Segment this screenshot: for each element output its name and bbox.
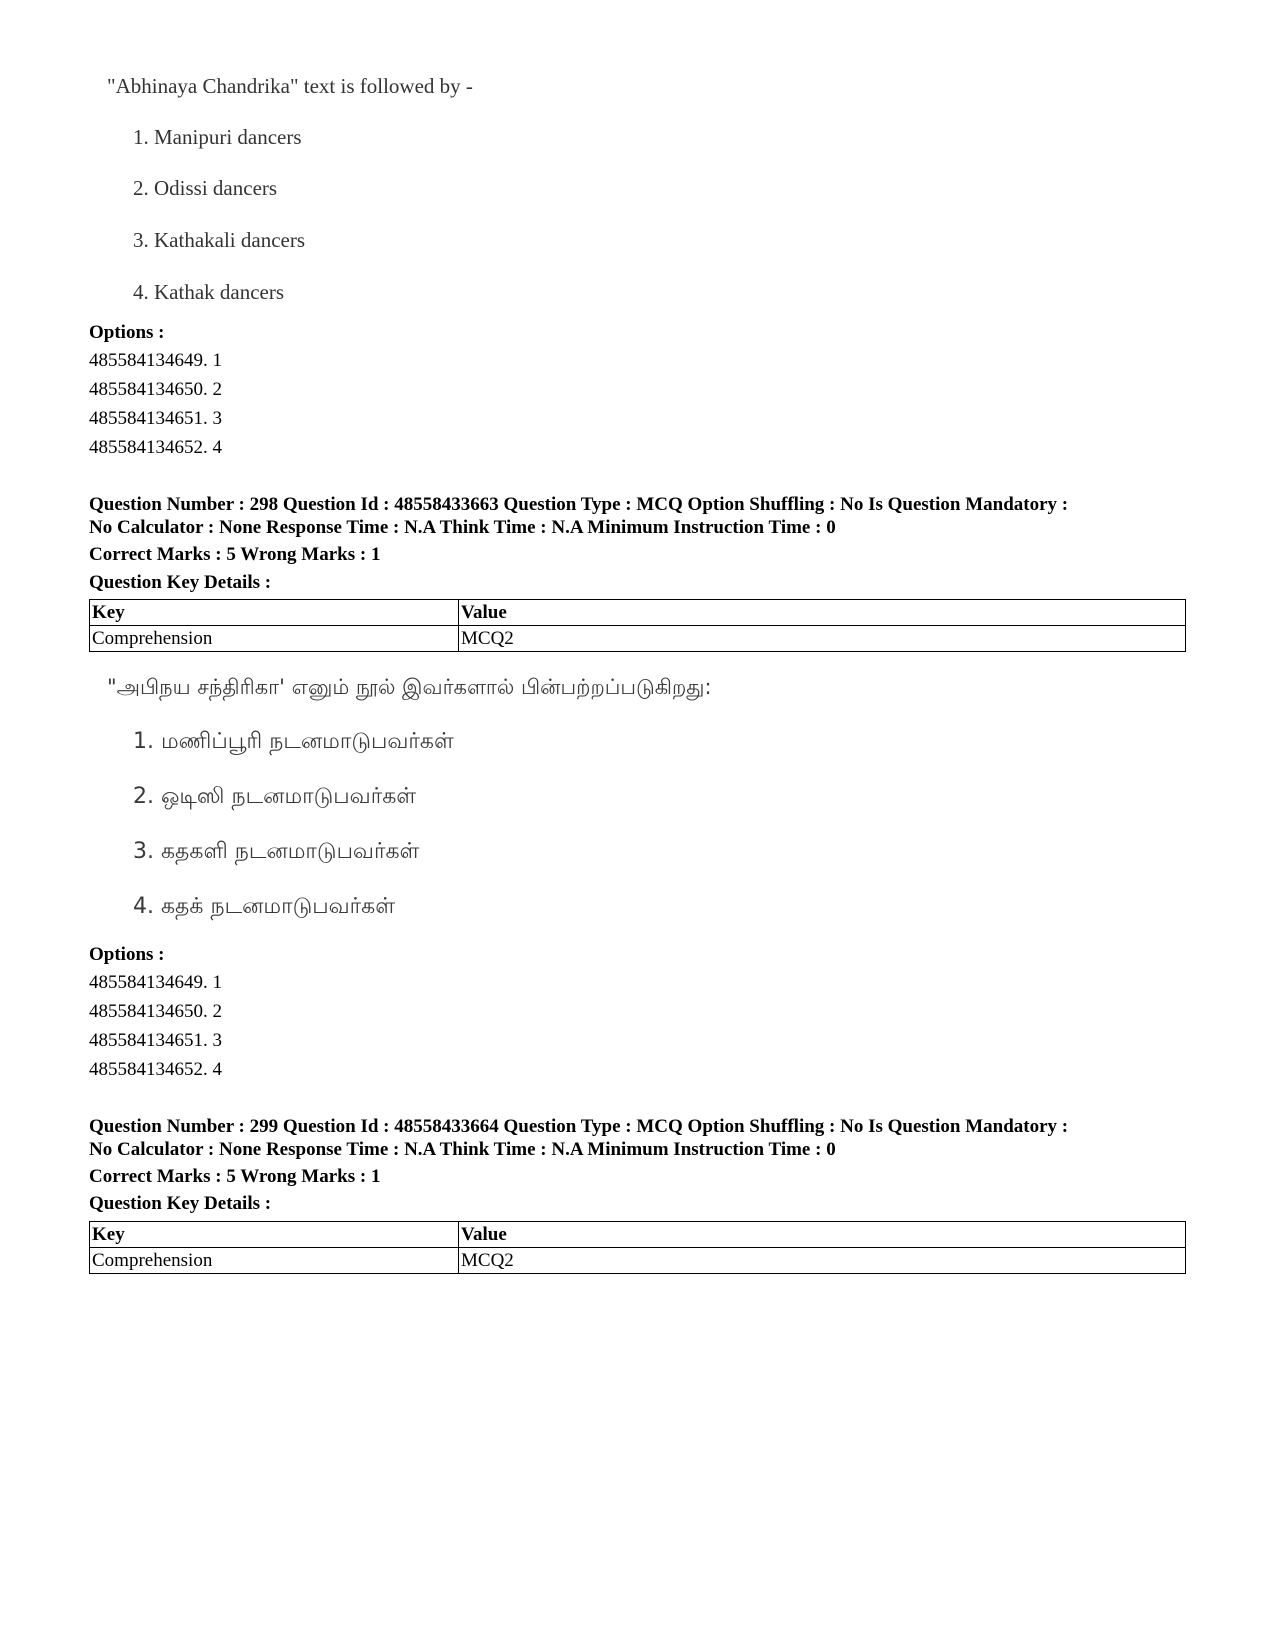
option-line: 485584134650. 2 [89,1001,222,1022]
table-cell-value: MCQ2 [459,626,1186,652]
question-298-meta-line-2: No Calculator : None Response Time : N.A Think Time : N.A Minimum Instruction Time : 0 [89,517,836,538]
table-header-row [90,600,1186,626]
option-line: 485584134652. 4 [89,437,222,458]
options-heading: Options : [89,322,165,343]
question-298-item-3: 3. கதகளி நடனமாடுபவர்கள் [133,839,420,864]
option-line: 485584134649. 1 [89,972,222,993]
question-298-stem: "அபிநய சந்திரிகா' எனும் நூல் இவர்களால் பின்பற்றப்படுகிறது: [107,675,712,699]
table-header-value: Value [459,1222,1186,1248]
table-cell-key: Comprehension [90,1248,459,1274]
table-header-key: Key [90,1222,459,1248]
option-line: 485584134651. 3 [89,1030,222,1051]
question-298-marks: Correct Marks : 5 Wrong Marks : 1 [89,544,381,565]
option-line: 485584134652. 4 [89,1059,222,1080]
option-line: 485584134650. 2 [89,379,222,400]
table-header-key: Key [90,600,459,626]
question-297-item-3: 3. Kathakali dancers [133,228,306,252]
question-297-item-2: 2. Odissi dancers [133,176,278,200]
table-cell-key: Comprehension [90,626,459,652]
question-299-key-details-label: Question Key Details : [89,1193,272,1214]
question-299-marks: Correct Marks : 5 Wrong Marks : 1 [89,1166,381,1187]
table-header-value: Value [459,600,1186,626]
question-299-key-table [89,1221,1186,1274]
question-298-key-table [89,599,1186,652]
options-list [89,346,222,462]
table-header-row [90,1222,1186,1248]
table-row [90,1248,1186,1274]
question-297-item-1: 1. Manipuri dancers [133,125,302,149]
option-line: 485584134649. 1 [89,350,222,371]
question-298-key-details-label: Question Key Details : [89,572,272,593]
options-list [89,968,222,1084]
question-297-stem: "Abhinaya Chandrika" text is followed by - [107,74,473,98]
option-line: 485584134651. 3 [89,408,222,429]
table-row [90,626,1186,652]
table-cell-value: MCQ2 [459,1248,1186,1274]
question-298-meta-line-1: Question Number : 298 Question Id : 48558433663 Question Type : MCQ Option Shuffling : No Is Question Mandatory : [89,494,1069,515]
question-298-item-4: 4. கதக் நடனமாடுபவர்கள் [133,894,396,919]
question-297-item-4: 4. Kathak dancers [133,280,285,304]
question-299-meta-line-2: No Calculator : None Response Time : N.A Think Time : N.A Minimum Instruction Time : 0 [89,1139,836,1160]
question-298-item-1: 1. மணிப்பூரி நடனமாடுபவர்கள் [133,729,454,754]
question-298-item-2: 2. ஒடிஸி நடனமாடுபவர்கள் [133,784,417,809]
question-299-meta-line-1: Question Number : 299 Question Id : 48558433664 Question Type : MCQ Option Shuffling : No Is Question Mandatory : [89,1116,1069,1137]
options-heading: Options : [89,944,165,965]
